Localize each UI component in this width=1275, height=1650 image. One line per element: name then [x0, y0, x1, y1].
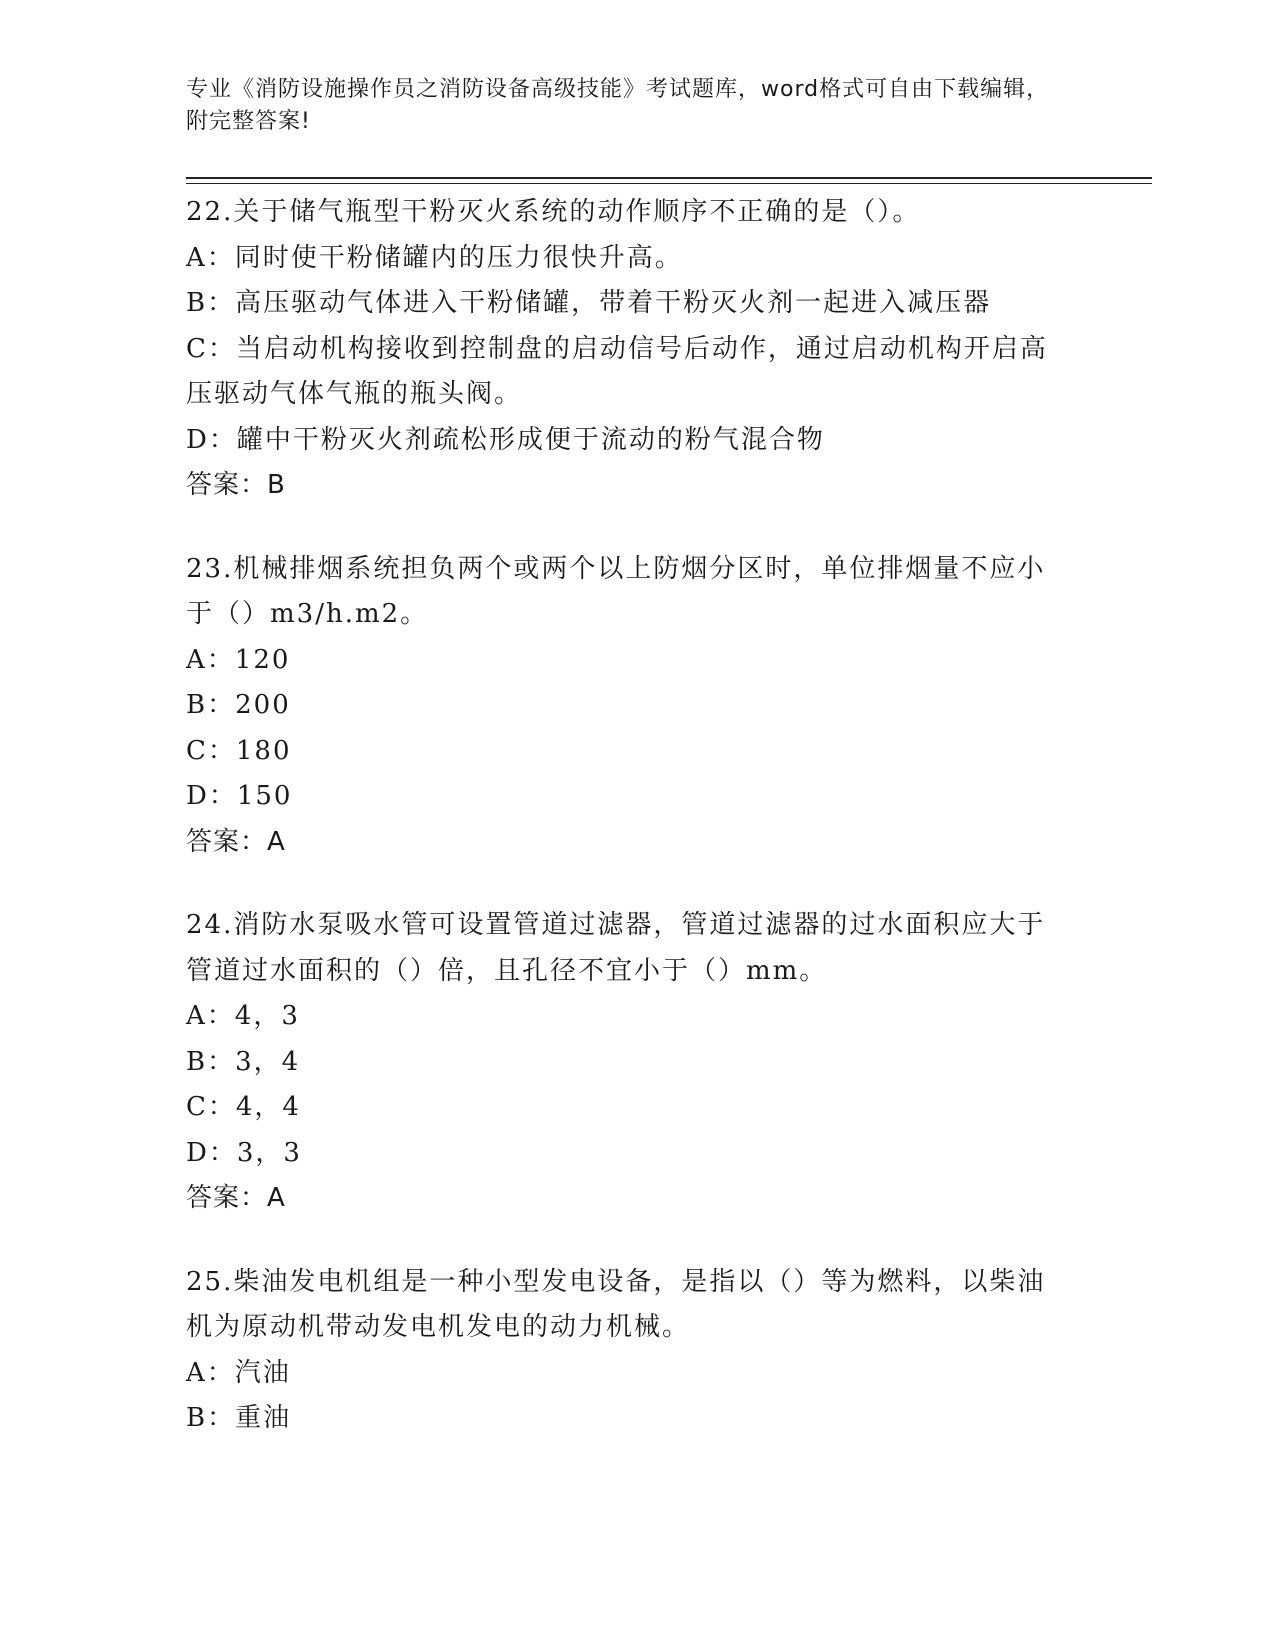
option-c: C：4，4 — [186, 1092, 301, 1122]
option-a: A：同时使干粉储罐内的压力很快升高。 — [186, 242, 683, 273]
question-list — [186, 190, 1086, 1480]
question-24 — [186, 903, 1086, 1222]
option-c: C：当启动机构接收到控制盘的启动信号后动作，通过启动机构开启高压驱动气体气瓶的瓶头阀。 — [186, 333, 1048, 409]
option-a: A：4，3 — [186, 1001, 300, 1031]
question-25 — [186, 1260, 1086, 1442]
document-header: 专业《消防设施操作员之消防设备高级技能》考试题库，word格式可自由下载编辑，附完整答案! — [186, 77, 1050, 134]
option-d: D：罐中干粉灭火剂疏松形成便于流动的粉气混合物 — [186, 424, 825, 455]
option-a: A：汽油 — [186, 1357, 291, 1388]
header-divider-thin — [186, 183, 1152, 184]
question-stem: 25.柴油发电机组是一种小型发电设备，是指以（）等为燃料，以柴油机为原动机带动发电机发电的动力机械。 — [186, 1266, 1046, 1342]
question-stem: 22.关于储气瓶型干粉灭火系统的动作顺序不正确的是（）。 — [186, 197, 921, 227]
option-b: B：200 — [186, 690, 291, 720]
question-22 — [186, 190, 1086, 509]
option-d: D：150 — [186, 781, 293, 811]
answer: 答案：B — [186, 470, 286, 500]
answer: 答案：A — [186, 826, 286, 857]
question-23 — [186, 547, 1086, 866]
question-stem: 23.机械排烟系统担负两个或两个以上防烟分区时，单位排烟量不应小于（）m3/h.m2。 — [186, 553, 1046, 629]
option-d: D：3，3 — [186, 1137, 302, 1168]
answer: 答案：A — [186, 1183, 286, 1213]
option-b: B：重油 — [186, 1403, 292, 1433]
option-a: A：120 — [186, 644, 291, 675]
header-divider — [186, 177, 1152, 179]
option-b: B：3，4 — [186, 1046, 301, 1077]
option-b: B：高压驱动气体进入干粉储罐，带着干粉灭火剂一起进入减压器 — [186, 288, 992, 318]
question-stem: 24.消防水泵吸水管可设置管道过滤器，管道过滤器的过水面积应大于管道过水面积的（）倍，且孔径不宜小于（）mm。 — [186, 910, 1046, 986]
option-c: C：180 — [186, 735, 292, 766]
